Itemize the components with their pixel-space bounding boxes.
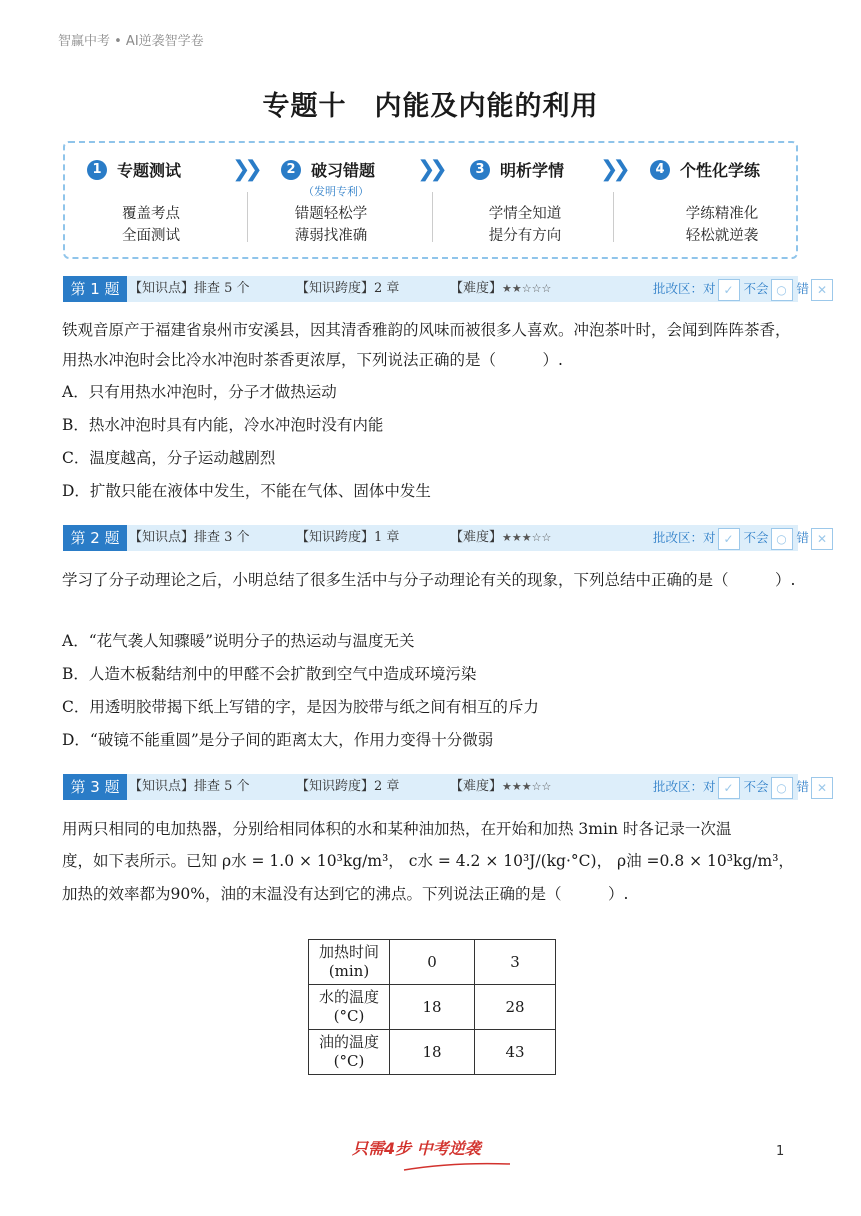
step-3 [470,158,564,181]
cross-icon[interactable]: ✕ [811,777,833,799]
difficulty-stars: ★★★☆☆ [502,531,552,544]
grading-area: 批改区：对 ✓ 不会 ○ 错 ✕ [653,525,837,551]
step-2-desc: 错题轻松学 薄弱找准确 [294,206,368,244]
table-cell: 43 [475,1030,556,1075]
option-b: B．热水冲泡时具有内能，冷水冲泡时没有内能 [62,416,384,434]
step-4 [650,158,760,181]
question-3-stem-line1: 用两只相同的电加热器，分别给相同体积的水和某种油加热，在开始和加热 3min 时各记录一次温 [62,820,732,838]
table-header-cell: 0 [390,940,475,985]
option-c: C．温度越高，分子运动越剧烈 [62,449,276,467]
step-1 [87,158,181,181]
table-row [309,985,556,1030]
knowledge-span: 【知识跨度】2 章 [296,779,400,794]
knowledge-span: 【知识跨度】2 章 [296,281,400,296]
option-a: A．只有用热水冲泡时，分子才做热运动 [62,383,337,401]
question-2-stem: 学习了分子动理论之后，小明总结了很多生活中与分子动理论有关的现象，下列总结中正确的是（ ）. [62,571,796,589]
table-header-row [309,940,556,985]
knowledge-points: 【知识点】排查 5 个 [129,281,250,296]
difficulty-stars: ★★★☆☆ [502,780,552,793]
question-2-bar [63,525,828,551]
knowledge-points: 【知识点】排查 3 个 [129,530,250,545]
page-title: 专题十 内能及内能的利用 [262,91,599,122]
difficulty: 【难度】★★★☆☆ [450,530,552,545]
difficulty: 【难度】★★☆☆☆ [450,281,552,296]
rho-oil: ρ油 =0.8 × 10³kg/m³ [617,852,779,870]
table-header-cell: 加热时间 (min) [309,940,390,985]
cross-icon[interactable]: ✕ [811,279,833,301]
question-3-bar [63,774,828,800]
step-label-1: 专题测试 [117,161,182,180]
chevron-right-icon: ❯❯ [417,157,442,182]
option-a: A．“花气袭人知骤暖”说明分子的热运动与温度无关 [62,632,415,650]
circle-icon[interactable]: ○ [771,279,793,301]
question-3-stem-line2: 度，如下表所示。已知 ρ水 = 1.0 × 10³kg/m³， c水 = 4.2 × 10³J/(kg·°C)， ρ油 =0.8 × 10³kg/m³， [62,852,794,870]
table-row [309,1030,556,1075]
step-2 [281,158,375,181]
option-c: C．用透明胶带揭下纸上写错的字，是因为胶带与纸之间有相互的斥力 [62,698,539,716]
grading-area: 批改区：对 ✓ 不会 ○ 错 ✕ [653,774,837,800]
grading-area: 批改区：对 ✓ 不会 ○ 错 ✕ [653,276,837,302]
option-d: D．扩散只能在液体中发生，不能在气体、固体中发生 [62,482,431,500]
cross-icon[interactable]: ✕ [811,528,833,550]
brand-header: 智赢中考 • AI逆袭智学卷 [58,34,204,49]
table-cell: 28 [475,985,556,1030]
step-number-2: 2 [281,160,301,180]
knowledge-span: 【知识跨度】1 章 [296,530,400,545]
divider [432,192,433,242]
step-number-3: 3 [470,160,490,180]
chevron-right-icon: ❯❯ [232,157,257,182]
difficulty: 【难度】★★★☆☆ [450,779,552,794]
question-number: 第 2 题 [63,525,127,551]
chevron-right-icon: ❯❯ [600,157,625,182]
step-label-2: 破习错题 [311,161,376,180]
question-1-stem: 铁观音原产于福建省泉州市安溪县，因其清香雅韵的风味而被很多人喜欢。冲泡茶叶时，会闻到阵阵茶香，用热水冲泡时会比冷水冲泡时茶香更浓厚，下列说法正确的是（ ）. [62,321,791,369]
divider [613,192,614,242]
circle-icon[interactable]: ○ [771,777,793,799]
temperature-table [308,939,556,1075]
step-2-subtitle: （发明专利） [303,185,369,198]
step-3-desc: 学情全知道 提分有方向 [488,206,562,244]
table-cell: 水的温度 (°C) [309,985,390,1030]
rho-water: ρ水 = 1.0 × 10³kg/m³ [221,852,389,870]
option-b: B．人造木板黏结剂中的甲醛不会扩散到空气中造成环境污染 [62,665,477,683]
table-cell: 18 [390,985,475,1030]
page-number: 1 [776,1144,785,1159]
footer-logo: 只需4步 中考逆袭 [352,1139,481,1158]
step-label-3: 明析学情 [500,161,565,180]
option-d: D．“破镜不能重圆”是分子间的距离太大，作用力变得十分微弱 [62,731,494,749]
check-icon[interactable]: ✓ [718,528,740,550]
swoosh-icon [402,1160,512,1172]
step-1-desc: 覆盖考点 全面测试 [122,206,180,244]
c-water: c水 = 4.2 × 10³J/(kg·°C) [408,852,597,870]
divider [247,192,248,242]
step-number-1: 1 [87,160,107,180]
step-label-4: 个性化学练 [680,161,761,180]
circle-icon[interactable]: ○ [771,528,793,550]
table-cell: 油的温度 (°C) [309,1030,390,1075]
question-number: 第 3 题 [63,774,127,800]
check-icon[interactable]: ✓ [718,279,740,301]
table-header-cell: 3 [475,940,556,985]
question-3-stem-line3: 加热的效率都为90%，油的末温没有达到它的沸点。下列说法正确的是（ ）. [62,885,629,903]
step-4-desc: 学练精准化 轻松就逆袭 [685,206,759,244]
question-1-bar [63,276,828,302]
question-number: 第 1 题 [63,276,127,302]
difficulty-stars: ★★☆☆☆ [502,282,552,295]
check-icon[interactable]: ✓ [718,777,740,799]
table-cell: 18 [390,1030,475,1075]
knowledge-points: 【知识点】排查 5 个 [129,779,250,794]
step-number-4: 4 [650,160,670,180]
